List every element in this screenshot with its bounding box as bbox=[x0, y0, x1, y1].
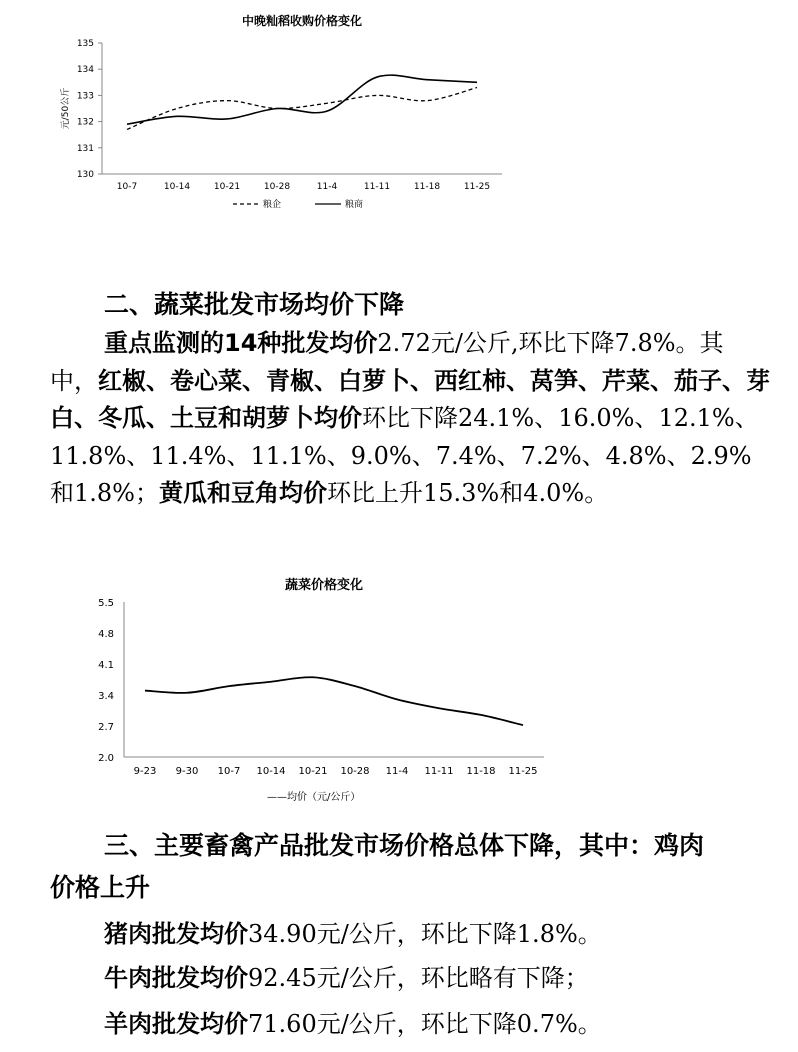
chart2-series-line-1 bbox=[145, 677, 523, 725]
mutton-text: 71.60元/公斤，环比下降0.7%。 bbox=[248, 1010, 602, 1038]
chart2-legend-label: ——均价（元/公斤） bbox=[267, 792, 361, 803]
section2-text3: 环比上升15.3%和4.0%。 bbox=[326, 479, 609, 507]
section2-bold3: 黄瓜和豆角均价 bbox=[158, 479, 327, 507]
chart1-x-tick-label: 10-28 bbox=[263, 182, 291, 192]
pork-price-line bbox=[104, 914, 602, 949]
chart1-series-line-1 bbox=[127, 88, 477, 130]
chart1-y-tick-label: 135 bbox=[76, 39, 94, 49]
chart1-y-axis-label: 元/50公斤 bbox=[61, 87, 71, 130]
chart1-x-tick-label: 10-7 bbox=[116, 182, 138, 192]
vegetable-price-chart-svg bbox=[82, 572, 552, 807]
mutton-label: 羊肉批发均价 bbox=[104, 1010, 248, 1038]
chart2-x-tick-label: 11-11 bbox=[424, 766, 454, 777]
chart2-y-tick-label: 2.7 bbox=[98, 722, 114, 733]
section3-heading-line2: 价格上升 bbox=[50, 873, 151, 902]
chart2-x-tick-label: 9-23 bbox=[133, 766, 157, 777]
beef-label: 牛肉批发均价 bbox=[104, 964, 248, 992]
chart1-x-tick-label: 11-25 bbox=[463, 182, 491, 192]
chart1-series-line-2 bbox=[127, 75, 477, 124]
chart1-x-tick-label: 11-4 bbox=[316, 182, 338, 192]
chart1-y-tick-label: 130 bbox=[76, 170, 94, 180]
chart2-y-tick-label: 5.5 bbox=[98, 598, 114, 609]
chart2-x-tick-label: 11-18 bbox=[466, 766, 496, 777]
vegetable-price-chart bbox=[82, 572, 552, 807]
chart1-y-tick-label: 134 bbox=[76, 65, 94, 76]
chart1-y-tick-label: 131 bbox=[76, 143, 94, 154]
section2-text1: 2.72元/公斤,环比下降7.8%。其中， bbox=[50, 329, 724, 395]
chart2-title: 蔬菜价格变化 bbox=[284, 578, 364, 593]
chart1-x-tick-label: 10-21 bbox=[213, 182, 241, 192]
chart2-x-tick-label: 10-21 bbox=[298, 766, 328, 777]
pork-label: 猪肉批发均价 bbox=[104, 920, 248, 948]
section2-heading: 二、蔬菜批发市场均价下降 bbox=[104, 290, 405, 319]
chart2-y-tick-label: 3.4 bbox=[98, 691, 114, 702]
chart2-y-tick-label: 4.8 bbox=[98, 629, 114, 640]
chart2-x-tick-label: 10-7 bbox=[217, 766, 241, 777]
section2-text2: 环比下降24.1%、16.0%、12.1%、11.8%、11.4%、11.1%、9.0%、7.4%、7.2%、4.8%、2.9%和1.8%； bbox=[50, 404, 759, 507]
chart2-x-tick-label: 11-4 bbox=[385, 766, 409, 777]
chart2-y-tick-label: 4.1 bbox=[98, 660, 114, 671]
rice-price-chart-svg bbox=[48, 6, 508, 216]
chart2-x-tick-label: 11-25 bbox=[508, 766, 538, 777]
section3-heading-line1: 三、主要畜禽产品批发市场价格总体下降，其中：鸡肉 bbox=[104, 831, 705, 860]
chart2-x-tick-label: 10-14 bbox=[256, 766, 286, 777]
section2-bold2: 红椒、卷心菜、青椒、白萝卜、西红柿、莴笋、芹菜、茄子、芽白、冬瓜、土豆和胡萝卜均价 bbox=[50, 366, 770, 432]
chart1-y-tick-label: 133 bbox=[76, 91, 94, 102]
rice-price-chart bbox=[48, 6, 508, 216]
chart2-x-tick-label: 10-28 bbox=[340, 766, 370, 777]
beef-text: 92.45元/公斤，环比略有下降； bbox=[248, 964, 589, 992]
mutton-price-line bbox=[104, 1004, 602, 1039]
chart1-legend-label-1: 粮企 bbox=[263, 200, 282, 210]
chart2-x-tick-label: 9-30 bbox=[175, 766, 199, 777]
chart1-legend-label-2: 粮商 bbox=[345, 200, 364, 210]
beef-price-line bbox=[104, 958, 589, 993]
chart1-x-tick-label: 10-14 bbox=[163, 182, 191, 192]
chart1-title: 中晚籼稻收购价格变化 bbox=[241, 14, 363, 28]
chart1-y-tick-label: 132 bbox=[76, 117, 94, 128]
section2-bold1: 重点监测的14种批发均价 bbox=[104, 329, 378, 357]
chart1-x-tick-label: 11-18 bbox=[413, 182, 441, 192]
section2-paragraph bbox=[50, 325, 770, 513]
chart2-y-tick-label: 2.0 bbox=[98, 753, 114, 764]
chart1-x-tick-label: 11-11 bbox=[363, 182, 391, 192]
pork-text: 34.90元/公斤，环比下降1.8%。 bbox=[248, 920, 602, 948]
